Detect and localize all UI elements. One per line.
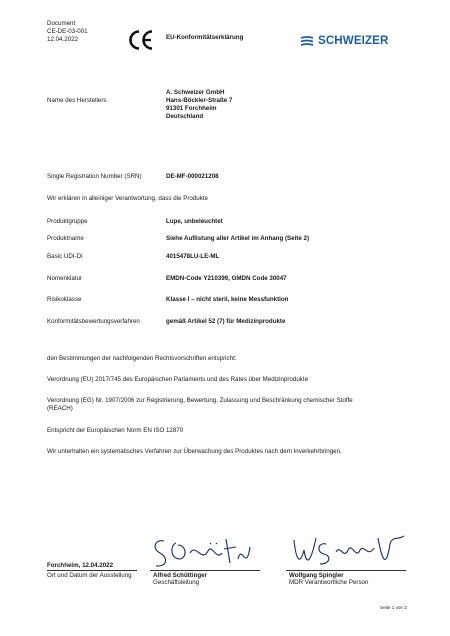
document-date: 12.04.2022	[47, 36, 78, 43]
statement-text: den Bestimmungen der nachfolgenden Rechtsvorschriften entspricht:	[47, 355, 237, 362]
srn-value: DE-MF-000021208	[166, 173, 219, 180]
field-value: Siehe Auflistung aller Artikel im Anhang (Seite 2)	[166, 235, 310, 242]
brand-logo	[300, 31, 388, 51]
signer-role: Geschäftsleitung	[153, 579, 200, 586]
field-label: Nomenklatur	[47, 275, 83, 282]
document-id: CE-DE-03-001	[47, 28, 88, 35]
statement-text: Entspricht der Europäischen Norm EN ISO 12870	[47, 427, 184, 434]
statement-text: Verordnung (EU) 2017/745 des Europäischen Parlaments und des Rates über Medizinprodukte	[47, 376, 309, 383]
statement-text: Wir unterhalten ein systematisches Verfahren zur Überwachung des Produktes nach dem Inverkehrbringen.	[47, 448, 342, 455]
field-value: gemäß Artikel 52 (7) für Medizinprodukte	[166, 318, 286, 325]
srn-label: Single Registration Number (SRN)	[47, 173, 142, 180]
field-value: EMDN-Code Y210399, GMDN Code 30047	[166, 275, 287, 282]
page-number: Seite 1 von 2	[380, 605, 407, 610]
divider-line	[150, 570, 260, 571]
document-title: EU-Konformitätserklärung	[166, 34, 244, 41]
manufacturer-line: A. Schweizer GmbH	[166, 89, 225, 96]
manufacturer-line: Hans-Böckler-Straße 7	[166, 97, 233, 104]
field-label: Konformitätsbewertungsverfahren	[47, 318, 140, 325]
brand-name: SCHWEIZER	[318, 34, 389, 48]
manufacturer-line: 91301 Forchheim	[166, 105, 217, 112]
signer-name: Wolfgang Spingler	[289, 572, 344, 579]
field-value: 4015478LU-LE-ML	[166, 253, 220, 260]
field-label: Produktname	[47, 235, 84, 242]
field-value: Klasse I – nicht steril, keine Messfunktion	[166, 296, 289, 303]
logo-wave-icon	[300, 35, 314, 47]
place-date-label: Ort und Datum der Ausstellung	[47, 572, 132, 579]
statement-text: (REACH)	[47, 405, 73, 412]
field-label: Risikoklasse	[47, 296, 82, 303]
signer-role: MDR Verantwortliche Person	[289, 579, 369, 586]
place-date: Forchheim, 12.04.2022	[47, 562, 114, 569]
signer-name: Alfred Schüttinger	[153, 572, 207, 579]
bullet-dot: ·	[145, 571, 148, 578]
document-label: Document	[47, 20, 76, 27]
statement-text: Verordnung (EG) Nr. 1907/2006 zur Registrierung, Bewertung, Zulassung und Beschränkung chemischer Stoffe	[47, 397, 353, 404]
divider-line	[47, 570, 137, 571]
divider-line	[286, 570, 406, 571]
manufacturer-line: Deutschland	[166, 113, 204, 120]
field-label: Basic UDI-DI	[47, 253, 83, 260]
intro-text: Wir erklären in alleiniger Verantwortung, dass die Produkte	[47, 195, 208, 202]
ce-mark-icon	[128, 28, 154, 52]
bullet-dot: ·	[281, 571, 284, 578]
field-label: Produktgruppe	[47, 218, 88, 225]
manufacturer-label: Name des Herstellers	[47, 97, 107, 104]
field-value: Lupe, unbeleuchtet	[166, 218, 223, 225]
